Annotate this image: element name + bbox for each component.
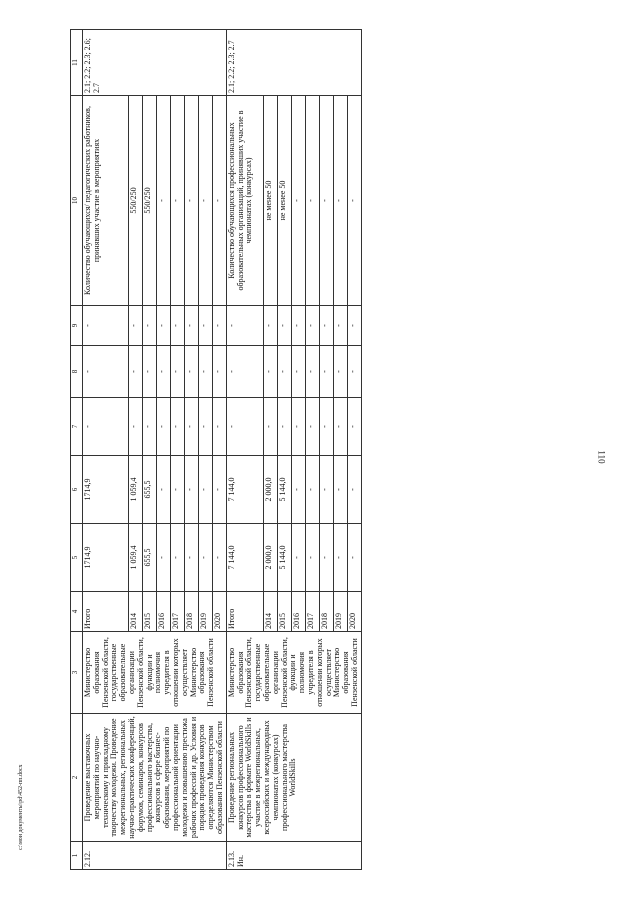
year-value: -: [319, 524, 333, 592]
year-value: -: [305, 524, 319, 592]
year-value: -: [319, 306, 333, 346]
year-label: 2018: [184, 592, 198, 632]
rotated-table-container: [70, 30, 615, 870]
year-value: 1 059,4: [128, 456, 142, 524]
year-value: -: [198, 96, 212, 306]
year-value: -: [170, 96, 184, 306]
year-value: -: [347, 524, 361, 592]
year-value: -: [319, 456, 333, 524]
year-value: -: [184, 456, 198, 524]
total-value: 7 144,0: [226, 456, 263, 524]
year-value: -: [291, 456, 305, 524]
total-value: 1714,9: [83, 456, 129, 524]
year-value: -: [212, 346, 226, 398]
program-table: [70, 29, 362, 870]
year-label: 2016: [291, 592, 305, 632]
table-row: [226, 30, 263, 870]
year-value: -: [156, 306, 170, 346]
column-number: 5: [71, 524, 83, 592]
year-value: -: [198, 306, 212, 346]
year-value: -: [319, 96, 333, 306]
total-value: -: [226, 306, 263, 346]
year-value: -: [212, 456, 226, 524]
year-label: 2014: [128, 592, 142, 632]
total-value: 1714,9: [83, 524, 129, 592]
column-number: 2: [71, 714, 83, 842]
total-value: -: [226, 346, 263, 398]
year-value: -: [319, 346, 333, 398]
year-value: -: [170, 306, 184, 346]
year-value: -: [128, 306, 142, 346]
year-value: -: [333, 346, 347, 398]
year-value: 550/250: [142, 96, 156, 306]
year-value: -: [128, 346, 142, 398]
year-label: 2017: [305, 592, 319, 632]
year-value: -: [184, 346, 198, 398]
year-label: 2015: [277, 592, 291, 632]
total-value: 7 144,0: [226, 524, 263, 592]
column-number: 7: [71, 398, 83, 456]
page-number: 110: [596, 450, 607, 464]
indicator-name: Количество обучающихся/ педагогических работников, принявших участие в мероприятиях: [83, 96, 129, 306]
year-value: -: [291, 346, 305, 398]
year-value: 2 000,0: [263, 456, 277, 524]
year-label: 2015: [142, 592, 156, 632]
year-value: -: [184, 96, 198, 306]
total-value: -: [83, 398, 129, 456]
year-label: 2019: [333, 592, 347, 632]
year-value: -: [333, 96, 347, 306]
year-value: -: [347, 96, 361, 306]
year-value: -: [156, 96, 170, 306]
year-label: 2017: [170, 592, 184, 632]
year-value: 2 000,0: [263, 524, 277, 592]
column-number: 3: [71, 632, 83, 714]
year-value: 5 144,0: [277, 456, 291, 524]
table-body: [83, 30, 362, 870]
year-value: -: [184, 398, 198, 456]
year-value: -: [156, 456, 170, 524]
year-value: -: [198, 398, 212, 456]
executor: Министерство образования Пензенской области, государственные образовательные организации Пензенской области, функции и полномочия учредителя в отношении которых осуществляет Министерство образования Пензенской области: [83, 632, 227, 714]
year-value: -: [305, 346, 319, 398]
year-value: -: [277, 306, 291, 346]
total-value: -: [83, 306, 129, 346]
year-value: не менее 50: [277, 96, 291, 306]
year-value: -: [291, 306, 305, 346]
year-value: -: [333, 456, 347, 524]
year-value: -: [291, 96, 305, 306]
year-value: 550/250: [128, 96, 142, 306]
year-value: -: [184, 524, 198, 592]
year-value: -: [333, 398, 347, 456]
year-value: 5 144,0: [277, 524, 291, 592]
year-value: -: [170, 346, 184, 398]
year-label: 2020: [347, 592, 361, 632]
year-value: 655,5: [142, 456, 156, 524]
year-value: -: [170, 524, 184, 592]
column-number: 6: [71, 456, 83, 524]
year-label: 2016: [156, 592, 170, 632]
year-value: -: [305, 96, 319, 306]
column-number: 8: [71, 346, 83, 398]
row-number: 2.12.: [83, 842, 227, 870]
total-value: -: [226, 398, 263, 456]
year-value: -: [156, 524, 170, 592]
year-value: -: [142, 346, 156, 398]
year-label: 2019: [198, 592, 212, 632]
year-value: -: [291, 524, 305, 592]
measure-description: Проведение региональных конкурсов профессионального мастерства в формате WorldSkills и участие в межрегиональных, всероссийских и международных чемпионатах (конкурсах) профессионального мастерства WorldSkills: [226, 714, 361, 842]
year-value: -: [277, 398, 291, 456]
indicator-ref: 2.1; 2.2; 2.3; 2.7: [226, 30, 361, 96]
year-value: -: [212, 524, 226, 592]
year-label: 2014: [263, 592, 277, 632]
column-number: 1: [71, 842, 83, 870]
year-value: -: [347, 398, 361, 456]
total-value: -: [83, 346, 129, 398]
year-label: Итого: [83, 592, 129, 632]
year-value: -: [198, 346, 212, 398]
year-value: -: [305, 456, 319, 524]
year-label: 2020: [212, 592, 226, 632]
year-value: -: [212, 96, 226, 306]
year-value: -: [305, 398, 319, 456]
year-value: -: [333, 306, 347, 346]
year-value: -: [198, 524, 212, 592]
year-value: -: [305, 306, 319, 346]
year-label: Итого: [226, 592, 263, 632]
indicator-name: Количество обучающихся профессиональных образовательных организаций, принявших участие в чемпионатах (конкурсах): [226, 96, 263, 306]
column-number: 4: [71, 592, 83, 632]
year-value: -: [170, 456, 184, 524]
measure-description: Проведение выставочных мероприятий по научно-техническому и прикладному творчеству молодежи. Проведение межрегиональных, региональных научно-практических конференций, форумов, семинаров, конкурсов профессионального мастерства, конкурсов в сфере бизнес-образования, мероприятий по профессиональной ориентации молодежи и повышению престижа рабочих профессий и др. Условия и порядок проведения конкурсов определяются Министерством образования Пензенской области: [83, 714, 227, 842]
year-value: -: [263, 398, 277, 456]
year-label: 2018: [319, 592, 333, 632]
indicator-ref: 2.1; 2.2; 2.3; 2.6; 2.7: [83, 30, 227, 96]
row-number: 2.13. Ин.: [226, 842, 361, 870]
year-value: -: [263, 306, 277, 346]
year-value: -: [170, 398, 184, 456]
year-value: 1 059,4: [128, 524, 142, 592]
year-value: -: [263, 346, 277, 398]
year-value: -: [333, 524, 347, 592]
year-value: -: [156, 346, 170, 398]
column-number-row: [71, 30, 83, 870]
year-value: -: [212, 398, 226, 456]
year-value: -: [212, 306, 226, 346]
column-number: 9: [71, 306, 83, 346]
year-value: -: [142, 398, 156, 456]
column-number: 11: [71, 30, 83, 96]
year-value: -: [291, 398, 305, 456]
year-value: -: [198, 456, 212, 524]
year-value: -: [142, 306, 156, 346]
table-row: [83, 30, 129, 870]
year-value: -: [156, 398, 170, 456]
year-value: -: [184, 306, 198, 346]
executor: Министерство образования Пензенской области, государственные образовательные организации Пензенской области, функции и полномочия учредителя в отношении которых осуществляет Министерство образования Пензенской области: [226, 632, 361, 714]
column-number: 10: [71, 96, 83, 306]
year-value: не менее 50: [263, 96, 277, 306]
year-value: -: [347, 346, 361, 398]
year-value: 655,5: [142, 524, 156, 592]
year-value: -: [347, 456, 361, 524]
year-value: -: [128, 398, 142, 456]
year-value: -: [347, 306, 361, 346]
footer-path: c:\мои документы\pd\452-пп.docx: [18, 764, 24, 850]
year-value: -: [277, 346, 291, 398]
year-value: -: [319, 398, 333, 456]
